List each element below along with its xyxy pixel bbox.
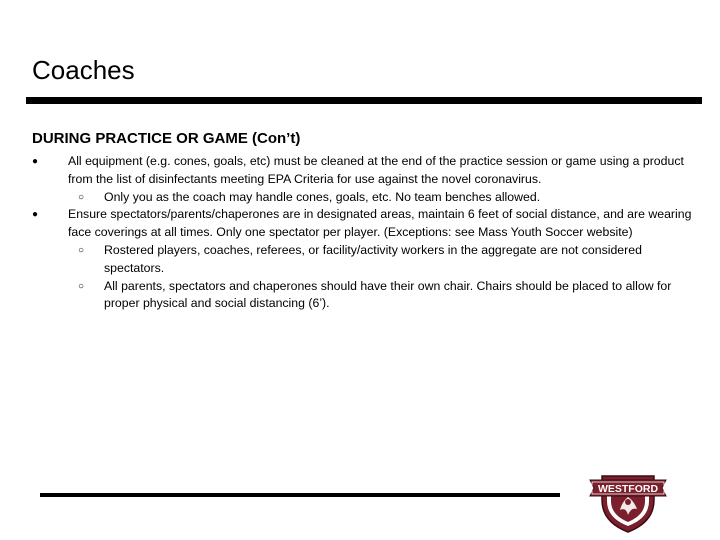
sub-bullet-icon: ○ [78,244,85,256]
bullet-text: Ensure spectators/parents/chaperones are in designated areas, maintain 6 feet of social distance, and are wearing face coverings at all times. Only one spectator per player. (Exceptions: see Mass Youth Soccer website) [68,207,692,240]
section-heading: DURING PRACTICE OR GAME (Con’t) [32,130,301,147]
bullet-list [32,153,692,313]
westford-shield-logo [588,466,668,534]
sub-list-item [68,242,692,278]
footer-divider [40,493,560,497]
sub-bullet-icon: ○ [78,191,85,203]
sub-bullet-list [68,242,692,313]
sub-list-item [68,189,692,207]
slide-content [32,130,692,313]
list-item [32,206,692,313]
sub-list-item [68,278,692,314]
logo-text: WESTFORD [597,483,659,495]
bullet-icon: ● [32,156,39,167]
slide-title: Coaches [32,55,135,85]
bullet-icon: ● [32,209,39,221]
sub-bullet-text: All parents, spectators and chaperones should have their own chair. Chairs should be placed to allow for proper physical and social distancing (6’). [104,278,672,311]
bullet-text: All equipment (e.g. cones, goals, etc) must be cleaned at the end of the practice session or game using a product from the list of disinfectants meeting EPA Criteria for use against the novel coronavirus. [68,154,684,186]
sub-bullet-text: Rostered players, coaches, referees, or facility/activity workers in the aggregate are not considered spectators. [104,242,642,275]
sub-bullet-icon: ○ [78,280,85,292]
sub-bullet-list [68,189,692,207]
list-item [32,153,692,206]
sub-bullet-text: Only you as the coach may handle cones, goals, etc. No team benches allowed. [104,189,541,204]
title-divider [26,97,702,104]
